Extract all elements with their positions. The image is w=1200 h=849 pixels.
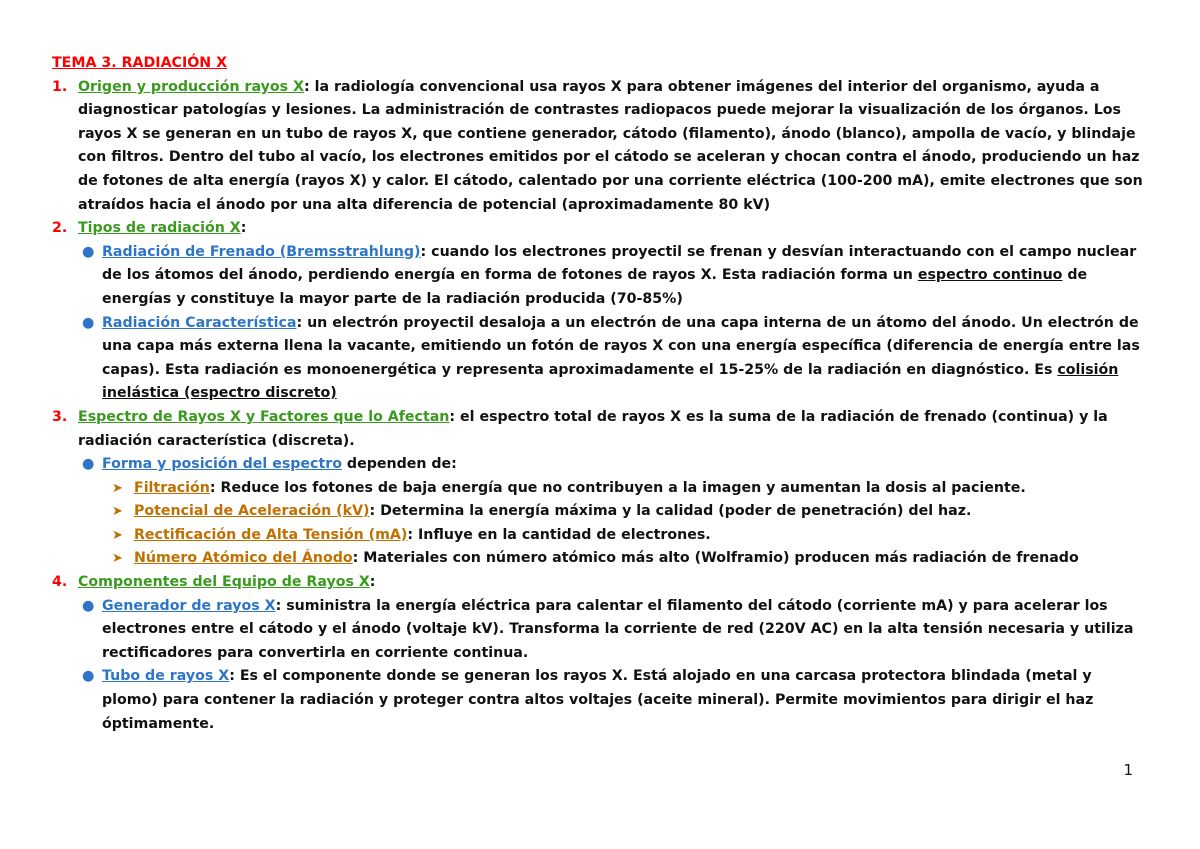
- section-3: [52, 406, 1150, 453]
- section-2: [52, 217, 1150, 241]
- bullet-heading: Radiación Característica: [102, 314, 297, 331]
- section-4: [52, 571, 1150, 595]
- section-1: [52, 76, 1150, 218]
- document-content: [52, 52, 1150, 736]
- section-2-number: 2.: [52, 220, 68, 237]
- bullet-heading: Generador de rayos X: [102, 597, 276, 614]
- sub-bullet-potencial: [52, 500, 1150, 524]
- bullet-underlined-term: colisión inelástica (espectro discreto): [102, 361, 1119, 402]
- arrow-bullet-icon: ➤: [112, 527, 123, 543]
- bullet-heading: Radiación de Frenado (Bremsstrahlung): [102, 243, 421, 260]
- bullet-dot-icon: ●: [82, 597, 95, 614]
- sub-bullet-heading: Rectificación de Alta Tensión (mA): [134, 526, 408, 543]
- sub-bullet-heading: Potencial de Aceleración (kV): [134, 503, 370, 520]
- section-2-heading: Tipos de radiación X: [78, 220, 241, 237]
- bullet-underlined-term: espectro continuo: [917, 267, 1063, 284]
- section-4-bullet-tubo: [52, 665, 1150, 736]
- bullet-text: : un electrón proyectil desaloja a un electrón de una capa interna de un átomo del ánodo. Un electrón de una capa más externa llena la vacante, emitiendo un fotón de rayos X con una energía específica (diferencia de energía entre las capas). Esta radiación es monoenergética y representa aproximadamente el 15-25% de la radiación en diagnóstico. Es: [102, 314, 1140, 378]
- bullet-heading: Forma y posición del espectro: [102, 456, 342, 473]
- arrow-bullet-icon: ➤: [112, 551, 123, 567]
- sub-bullet-heading: Número Atómico del Ánodo: [134, 550, 353, 567]
- sub-bullet-text: : Determina la energía máxima y la calidad (poder de penetración) del haz.: [369, 503, 972, 520]
- sub-bullet-numero-atomico: [52, 547, 1150, 571]
- section-1-heading: Origen y producción rayos X: [78, 78, 305, 95]
- bullet-text-end: de energías y constituye la mayor parte de la radiación producida (70-85%): [102, 267, 1088, 307]
- section-2-bullet-frenado: [52, 241, 1150, 312]
- section-2-bullet-caracteristica: [52, 312, 1150, 406]
- sub-bullet-rectificacion: [52, 524, 1150, 548]
- sub-bullet-text: : Influye en la cantidad de electrones.: [407, 526, 711, 543]
- bullet-text: : suministra la energía eléctrica para calentar el filamento del cátodo (corriente mA) y para acelerar los electrones entre el cátodo y el ánodo (voltaje kV). Transforma la corriente de red (220V AC) en la alta tensión necesaria y utiliza rectificadores para convertirla en corriente continua.: [102, 597, 1134, 661]
- document-title: TEMA 3. RADIACIÓN X: [52, 55, 228, 71]
- arrow-bullet-icon: ➤: [112, 480, 123, 496]
- section-4-bullet-generador: [52, 595, 1150, 666]
- bullet-dot-icon: ●: [82, 243, 95, 260]
- section-2-colon: :: [240, 220, 247, 237]
- section-3-bullet-forma: [52, 453, 1150, 477]
- bullet-dot-icon: ●: [82, 314, 95, 331]
- arrow-bullet-icon: ➤: [112, 504, 123, 520]
- bullet-text: : Es el componente donde se generan los rayos X. Está alojado en una carcasa protectora blindada (metal y plomo) para contener la radiación y proteger contra altos voltajes (aceite mineral). Permite movimientos para dirigir el haz óptimamente.: [102, 668, 1094, 732]
- section-1-text: : la radiología convencional usa rayos X para obtener imágenes del interior del organismo, ayuda a diagnosticar patologías y lesiones. La administración de contrastes radiopacos puede mejorar la visualización de los órganos. Los rayos X se generan en un tubo de rayos X, que contiene generador, cátodo (filamento), ánodo (blanco), ampolla de vacío, y blindaje con filtros. Dentro del tubo al vacío, los electrones emitidos por el cátodo se aceleran y chocan contra el ánodo, produciendo un haz de fotones de alta energía (rayos X) y calor. El cátodo, calentado por una corriente eléctrica (100-200 mA), emite electrones que son atraídos hacia el ánodo por una alta diferencia de potencial (aproximadamente 80 kV): [78, 78, 1143, 213]
- bullet-text: dependen de:: [341, 456, 457, 473]
- section-4-colon: :: [369, 574, 376, 591]
- bullet-heading: Tubo de rayos X: [102, 668, 230, 685]
- section-3-heading: Espectro de Rayos X y Factores que lo Afectan: [78, 408, 450, 425]
- section-3-number: 3.: [52, 408, 68, 425]
- sub-bullet-text: : Reduce los fotones de baja energía que no contribuyen a la imagen y aumentan la dosis al paciente.: [209, 479, 1026, 496]
- sub-bullet-heading: Filtración: [134, 479, 210, 496]
- bullet-dot-icon: ●: [82, 668, 95, 685]
- section-1-number: 1.: [52, 78, 68, 95]
- sub-bullet-filtracion: [52, 477, 1150, 501]
- page-number: 1: [1123, 761, 1133, 779]
- section-4-number: 4.: [52, 574, 68, 591]
- section-3-text: : el espectro total de rayos X es la suma de la radiación de frenado (continua) y la radiación característica (discreta).: [78, 408, 1108, 449]
- bullet-dot-icon: ●: [82, 456, 95, 473]
- bullet-text: : cuando los electrones proyectil se frenan y desvían interactuando con el campo nuclear de los átomos del ánodo, perdiendo energía en forma de fotones de rayos X. Esta radiación forma un: [102, 243, 1137, 284]
- sub-bullet-text: : Materiales con número atómico más alto (Wolframio) producen más radiación de frenado: [352, 550, 1079, 567]
- section-4-heading: Componentes del Equipo de Rayos X: [78, 574, 370, 591]
